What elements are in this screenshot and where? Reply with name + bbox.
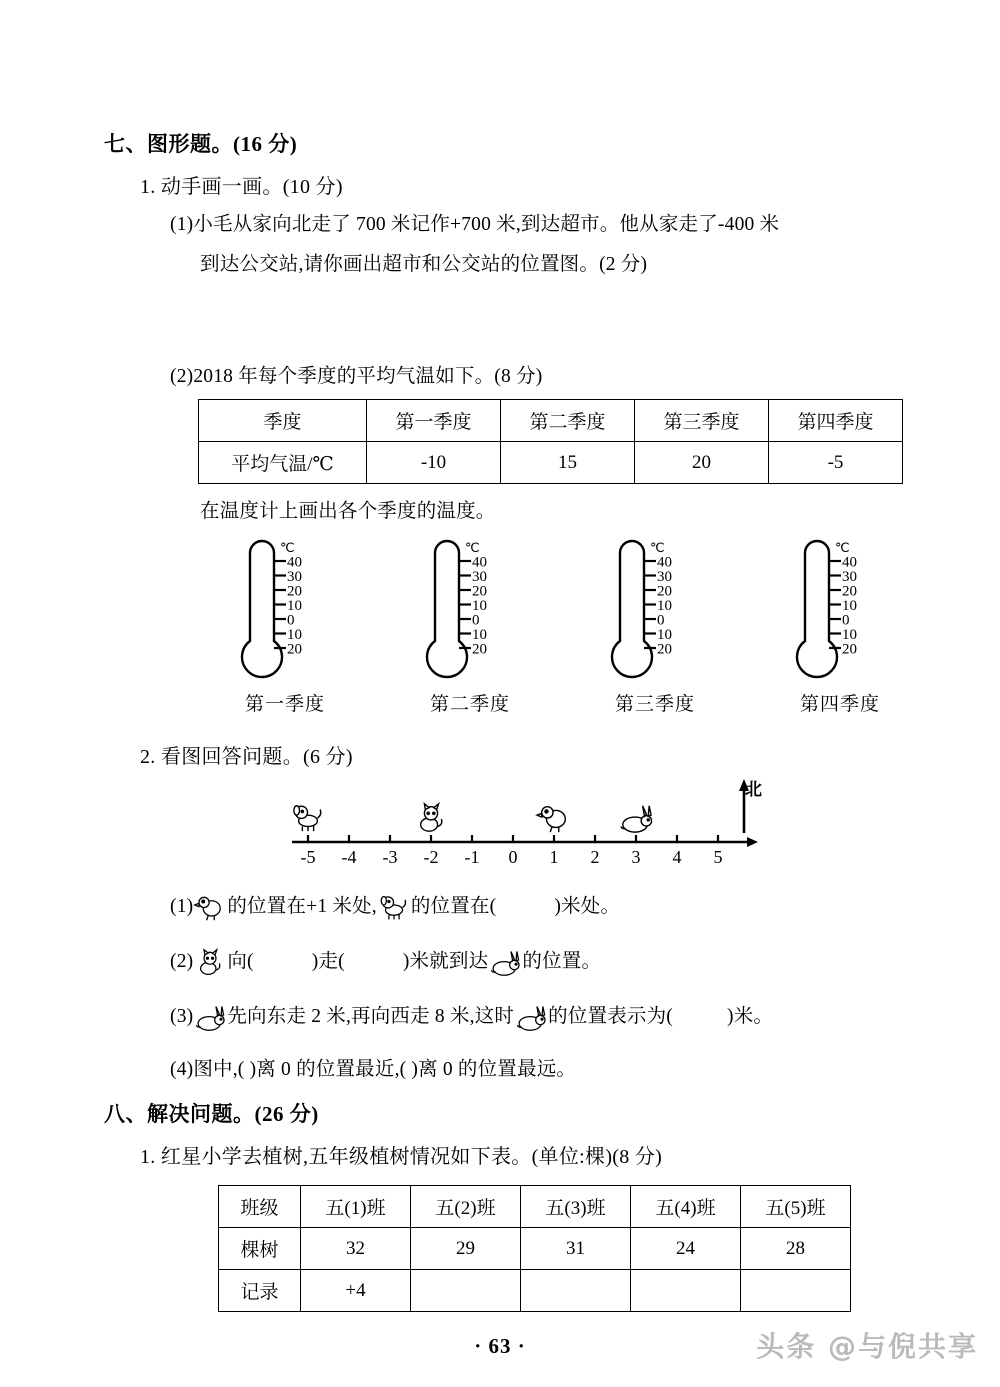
- thermometer-quarter-1[interactable]: [230, 535, 380, 716]
- thermometer-scale-label: 10: [287, 598, 302, 614]
- thermometer-caption: 第三季度: [614, 694, 695, 715]
- rabbit-icon: [514, 1003, 548, 1032]
- number-line-tick-label: 4: [672, 847, 682, 867]
- table-cell: 五(4)班: [631, 1186, 741, 1228]
- thermometer-group: [0, 535, 1000, 725]
- section-seven-q2-heading: 2. 看图回答问题。(6 分): [140, 746, 353, 768]
- table-cell: 五(5)班: [741, 1186, 851, 1228]
- rabbit-icon: [193, 1006, 227, 1027]
- table-cell: 15: [501, 442, 635, 484]
- q1-prefix: (1): [170, 896, 194, 917]
- table-cell[interactable]: [631, 1270, 741, 1312]
- dog-icon: [289, 802, 327, 839]
- quarter-temperature-table: [198, 399, 903, 484]
- q3-p2: 的位置表示为(: [548, 1006, 674, 1027]
- thermometer-scale-label: 40: [657, 554, 672, 571]
- celsius-unit-label: ℃: [835, 540, 850, 555]
- thermometer-caption: 第二季度: [429, 694, 510, 715]
- thermometer-icon: [785, 535, 895, 687]
- thermometer-scale-label: 10: [472, 598, 487, 614]
- thermometer-scale-label: 30: [287, 569, 302, 585]
- dog-icon: [377, 896, 411, 917]
- table-cell: 第一季度: [367, 400, 501, 442]
- table-cell: 班级: [219, 1186, 301, 1228]
- tree-planting-table: [218, 1185, 851, 1312]
- cat-icon: [193, 951, 227, 972]
- q3-prefix: (3): [170, 1006, 194, 1027]
- thermometer-scale-label: 20: [842, 583, 857, 600]
- thermometer-scale-label: 0: [287, 612, 295, 629]
- q1-sub1-line2: 到达公交站,请你画出超市和公交站的位置图。(2 分): [200, 254, 648, 275]
- number-line-tick-label: -5: [300, 847, 316, 867]
- table-cell: 28: [741, 1228, 851, 1270]
- q1-mid: 的位置在+1 米处,: [227, 896, 377, 917]
- table-cell: -5: [769, 442, 903, 484]
- dog-icon: [289, 802, 327, 834]
- numline-question-1: [170, 890, 620, 922]
- table-row: [219, 1270, 851, 1312]
- thermometer-scale-label: 10: [842, 598, 857, 614]
- thermometer-scale-label: 20: [657, 641, 672, 658]
- thermometer-caption: 第一季度: [244, 694, 325, 715]
- thermometer-scale-label: 30: [842, 569, 857, 585]
- thermometer-scale-label: 0: [842, 612, 850, 629]
- table-cell: 20: [635, 442, 769, 484]
- thermometer-scale-label: 10: [657, 627, 672, 643]
- thermometer-scale-label: 40: [287, 554, 302, 571]
- north-label: 北: [745, 780, 762, 799]
- table-cell: 29: [411, 1228, 521, 1270]
- table-cell: 季度: [199, 400, 367, 442]
- thermometer-scale-label: 20: [657, 583, 672, 600]
- rabbit-icon: [617, 802, 655, 839]
- q1-sub1-line1: (1)小毛从家向北走了 700 米记作+700 米,到达超市。他从家走了-400 米: [170, 214, 780, 235]
- table-cell: +4: [301, 1270, 411, 1312]
- thermometer-scale-label: 10: [287, 627, 302, 643]
- numline-question-3: [170, 1000, 773, 1032]
- thermometer-scale-label: 10: [472, 627, 487, 643]
- table-row: [199, 442, 903, 484]
- thermometer-scale-label: 10: [842, 627, 857, 643]
- number-line-tick-label: 5: [713, 847, 723, 867]
- thermometer-scale-label: 20: [842, 641, 857, 658]
- table-cell[interactable]: [741, 1270, 851, 1312]
- thermometer-scale-label: 40: [472, 554, 487, 571]
- number-line-tick-label: -3: [382, 847, 398, 867]
- watermark: 头条 @与倪共享: [756, 1330, 978, 1363]
- q3-p1: 先向东走 2 米,再向西走 8 米,这时: [227, 1006, 515, 1027]
- cat-icon: [193, 948, 227, 977]
- thermometer-scale-label: 30: [472, 569, 487, 585]
- thermometer-quarter-2[interactable]: [415, 535, 565, 716]
- q1-sub2: (2)2018 年每个季度的平均气温如下。(8 分): [170, 366, 543, 387]
- numline-question-4: (4)图中,( )离 0 的位置最近,( )离 0 的位置最远。: [170, 1059, 577, 1080]
- drawing-answer-area[interactable]: [200, 290, 850, 350]
- q1-blank-open: 的位置在(: [410, 896, 497, 917]
- thermometer-quarter-4[interactable]: [785, 535, 935, 716]
- chick-icon: [535, 802, 573, 834]
- q1-tail: )米处。: [554, 896, 621, 917]
- thermometer-scale-label: 20: [472, 641, 487, 658]
- table-cell: 记录: [219, 1270, 301, 1312]
- table-cell: 五(3)班: [521, 1186, 631, 1228]
- chick-icon: [535, 802, 573, 839]
- chick-icon: [193, 896, 227, 917]
- section-eight-heading: 八、解决问题。(26 分): [104, 1102, 319, 1126]
- page-number: · 63 ·: [474, 1334, 526, 1358]
- cat-icon: [412, 802, 450, 839]
- number-line-tick-label: -2: [423, 847, 439, 867]
- number-line-tick-label: 0: [508, 847, 518, 867]
- celsius-unit-label: ℃: [465, 540, 480, 555]
- table-cell: 五(1)班: [301, 1186, 411, 1228]
- chick-icon: [193, 893, 227, 922]
- table-cell: 平均气温/℃: [199, 442, 367, 484]
- section-eight-q1-heading: 1. 红星小学去植树,五年级植树情况如下表。(单位:棵)(8 分): [140, 1146, 663, 1168]
- q2-p3: )米就到达: [402, 951, 489, 972]
- thermometer-scale-label: 20: [287, 583, 302, 600]
- thermometer-scale-label: 0: [657, 612, 665, 629]
- dog-icon: [377, 893, 411, 922]
- rabbit-icon: [488, 948, 522, 977]
- thermometer-scale-label: 30: [657, 569, 672, 585]
- table-cell: 棵树: [219, 1228, 301, 1270]
- rabbit-icon: [617, 802, 655, 834]
- table-cell: 第三季度: [635, 400, 769, 442]
- table-cell: 32: [301, 1228, 411, 1270]
- rabbit-icon: [488, 951, 522, 972]
- q2-p1: 向(: [227, 951, 254, 972]
- thermometer-icon: [600, 535, 710, 687]
- table-row: [219, 1186, 851, 1228]
- celsius-unit-label: ℃: [280, 540, 295, 555]
- thermometer-icon: [415, 535, 525, 687]
- q2-p2: )走(: [311, 951, 345, 972]
- table-row: [199, 400, 903, 442]
- rabbit-icon: [514, 1006, 548, 1027]
- celsius-unit-label: ℃: [650, 540, 665, 555]
- thermometer-scale-label: 20: [287, 641, 302, 658]
- number-line-tick-label: -4: [341, 847, 357, 867]
- section-seven-q1-heading: 1. 动手画一画。(10 分): [140, 176, 343, 198]
- section-seven-heading: 七、图形题。(16 分): [104, 132, 298, 156]
- thermometer-icon: [230, 535, 340, 687]
- number-line-diagram: [290, 788, 770, 868]
- numline-question-2: [170, 945, 601, 977]
- q2-tail: 的位置。: [522, 951, 602, 972]
- q3-tail: )米。: [727, 1006, 774, 1027]
- thermometer-scale-label: 20: [472, 583, 487, 600]
- thermometer-quarter-3[interactable]: [600, 535, 750, 716]
- thermometer-caption: 第四季度: [799, 694, 880, 715]
- thermometer-scale-label: 40: [842, 554, 857, 571]
- thermometer-scale-label: 0: [472, 612, 480, 629]
- table-cell: 31: [521, 1228, 631, 1270]
- number-line-tick-label: 2: [590, 847, 600, 867]
- cat-icon: [412, 802, 450, 834]
- table-row: [219, 1228, 851, 1270]
- number-line-tick-label: -1: [464, 847, 480, 867]
- table-cell[interactable]: [521, 1270, 631, 1312]
- rabbit-icon: [193, 1003, 227, 1032]
- thermometer-instruction: 在温度计上画出各个季度的温度。: [200, 501, 496, 522]
- table-cell: 第二季度: [501, 400, 635, 442]
- table-cell[interactable]: [411, 1270, 521, 1312]
- table-cell: -10: [367, 442, 501, 484]
- number-line-svg: [290, 788, 770, 868]
- number-line-tick-label: 3: [631, 847, 641, 867]
- table-cell: 第四季度: [769, 400, 903, 442]
- table-cell: 五(2)班: [411, 1186, 521, 1228]
- number-line-tick-label: 1: [549, 847, 559, 867]
- table-cell: 24: [631, 1228, 741, 1270]
- q2-prefix: (2): [170, 951, 194, 972]
- thermometer-scale-label: 10: [657, 598, 672, 614]
